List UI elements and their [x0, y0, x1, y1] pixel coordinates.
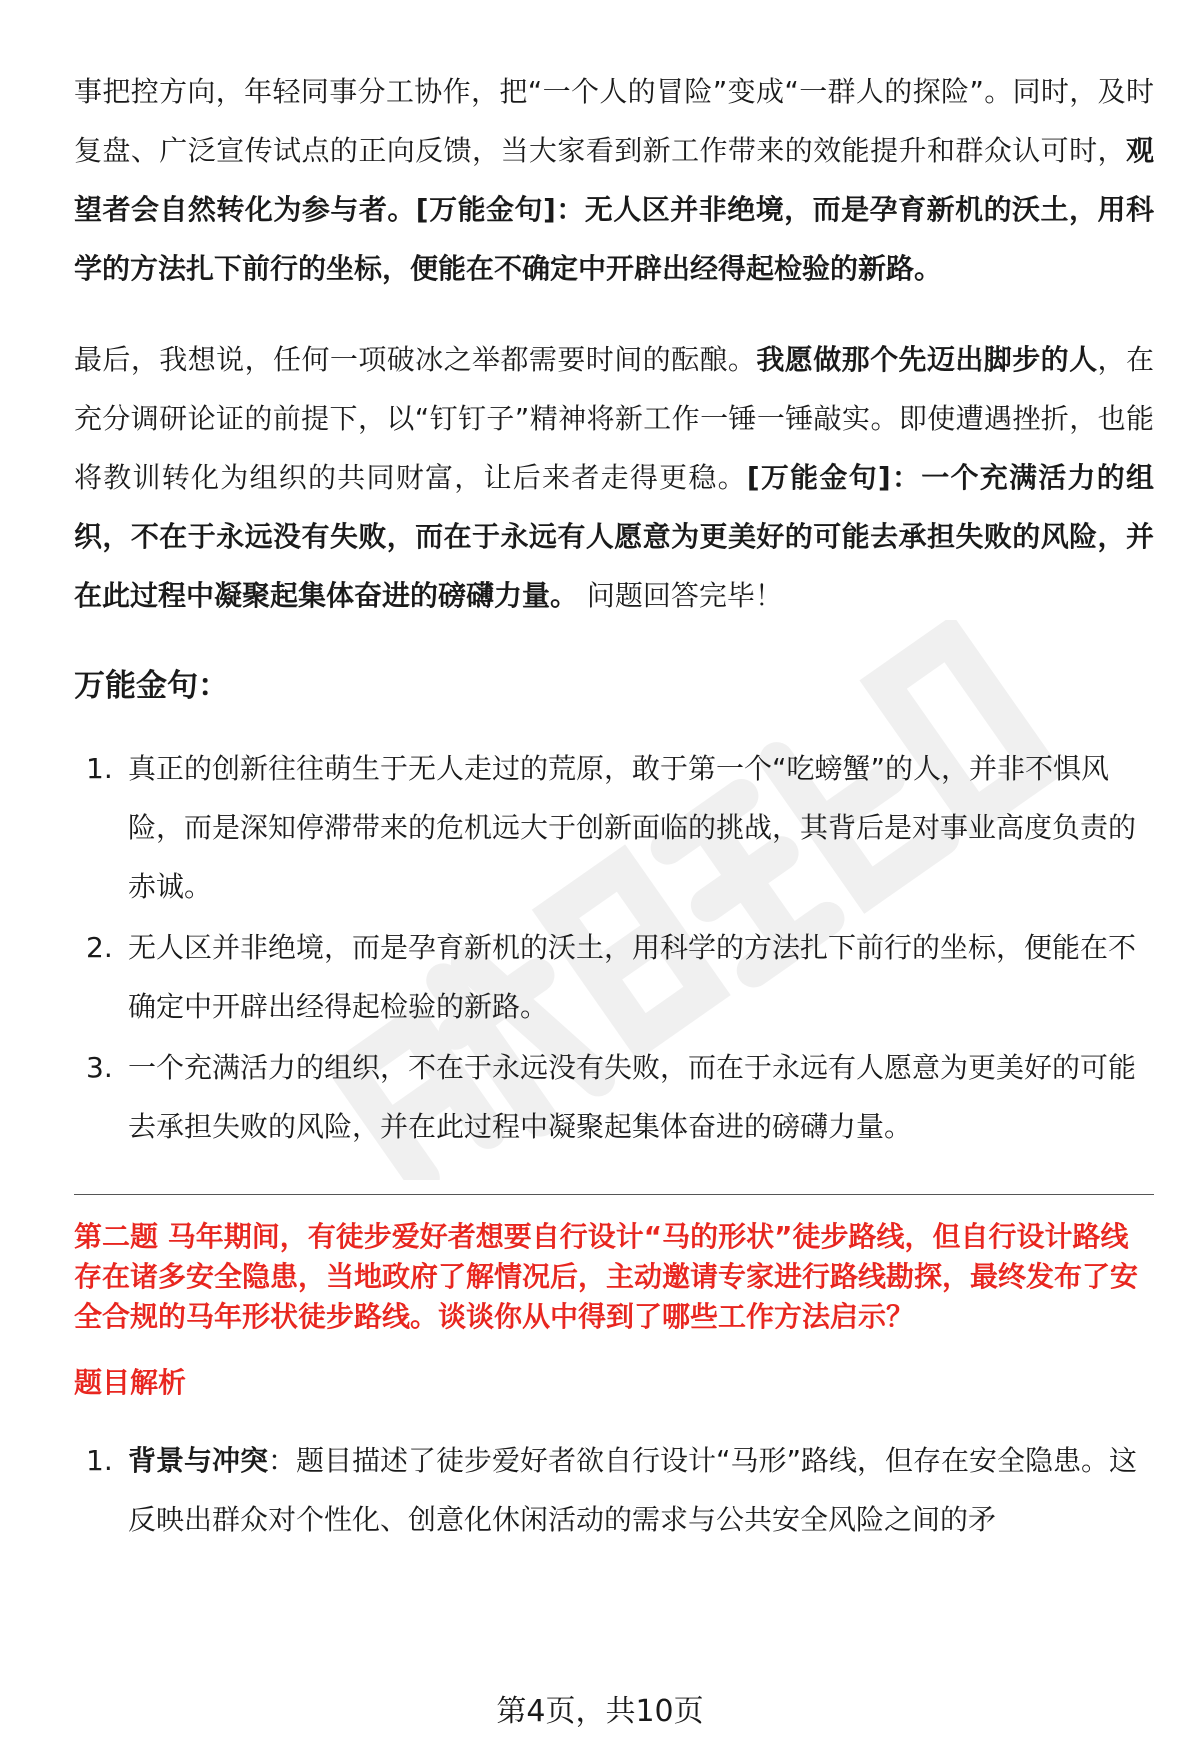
paragraph-text: 问题回答完毕！: [578, 579, 783, 612]
list-number: 2.: [86, 931, 113, 964]
list-item-text: 无人区并非绝境，而是孕育新机的沃土，用科学的方法扎下前行的坐标，便能在不确定中开辟出经得起检验的新路。: [128, 931, 1137, 1023]
list-item: [74, 1038, 1154, 1156]
paragraph-bold-text: 观望者会自然转化为参与者。[万能金句]：无人区并非绝境，而是孕育新机的沃土，用科学的方法扎下前行的坐标，便能在不确定中开辟出经得起检验的新路。: [74, 134, 1154, 285]
section-divider: [74, 1194, 1154, 1195]
paragraph-bold-text: 我愿做那个先迈出脚步的人: [756, 343, 1098, 376]
list-number: 1.: [86, 752, 113, 785]
golden-sentences-list: [74, 739, 1154, 1156]
document-page: [74, 62, 1154, 1551]
golden-sentences-heading: 万能金句：: [74, 668, 229, 704]
paragraph-text: 事把控方向，年轻同事分工协作，把“一个人的冒险”变成“一群人的探险”。同时，及时复盘、广泛宣传试点的正向反馈，当大家看到新工作带来的效能提升和群众认可时，: [74, 75, 1154, 167]
list-item: [74, 1431, 1154, 1549]
list-number: 3.: [86, 1051, 113, 1084]
list-item: [74, 739, 1154, 916]
page-footer: 第4页，共10页: [496, 1694, 704, 1729]
list-item-text: 一个充满活力的组织，不在于永远没有失败，而在于永远有人愿意为更美好的可能去承担失败的风险，并在此过程中凝聚起集体奋进的磅礴力量。: [128, 1051, 1137, 1143]
paragraph-conclusion-part2: [74, 330, 1154, 625]
paragraph-text: ，在充分调研论证的前提下，以“钉钉子”精神将新工作一锤一锤敲实。即使遭遇挫折，也能将教训转化为组织的共同财富，让后来者走得更稳。: [74, 343, 1154, 494]
paragraph-bold-text: [万能金句]：一个充满活力的组织，不在于永远没有失败，而在于永远有人愿意为更美好的可能去承担失败的风险，并在此过程中凝聚起集体奋进的磅礴力量。: [74, 461, 1154, 612]
list-item-label: 背景与冲突: [128, 1444, 269, 1477]
list-number: 1.: [86, 1444, 113, 1477]
question-title: 第二题 马年期间，有徒步爱好者想要自行设计“马的形状”徒步路线，但自行设计路线存在诸多安全隐患，当地政府了解情况后，主动邀请专家进行路线勘探，最终发布了安全合规的马年形状徒步路线。谈谈你从中得到了哪些工作方法启示？: [74, 1220, 1139, 1333]
analysis-list: [74, 1431, 1154, 1549]
paragraph-conclusion-part1: [74, 62, 1154, 298]
list-item: [74, 918, 1154, 1036]
paragraph-text: 最后，我想说，任何一项破冰之举都需要时间的酝酿。: [74, 343, 757, 376]
list-item-text: 真正的创新往往萌生于无人走过的荒原，敢于第一个“吃螃蟹”的人，并非不惧风险，而是深知停滞带来的危机远大于创新面临的挑战，其背后是对事业高度负责的赤诚。: [128, 752, 1137, 903]
analysis-heading: 题目解析: [74, 1366, 187, 1399]
list-item-text: ：题目描述了徒步爱好者欲自行设计“马形”路线，但存在安全隐患。这反映出群众对个性化、创意化休闲活动的需求与公共安全风险之间的矛: [128, 1444, 1138, 1536]
